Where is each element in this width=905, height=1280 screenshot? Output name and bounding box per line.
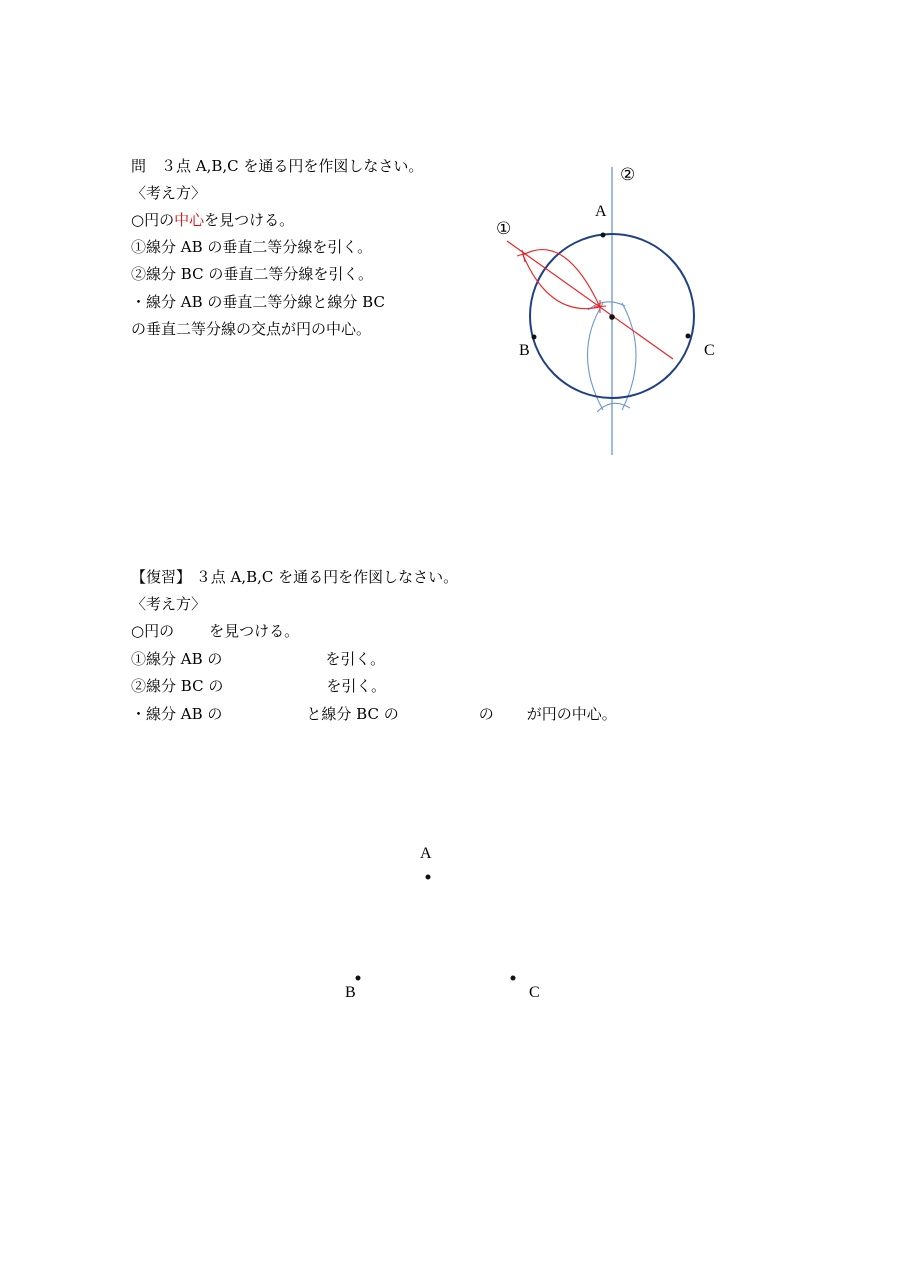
review-line4-a: ・線分 AB の [131, 705, 223, 723]
review-line-3 [131, 677, 386, 695]
review-line3-b: を引く。 [326, 677, 387, 695]
problem-line-3: ②線分 BC の垂直二等分線を引く。 [131, 265, 374, 283]
review-line4-c: の [478, 705, 494, 723]
problem-line-2: ①線分 AB の垂直二等分線を引く。 [131, 238, 373, 256]
review-line3-a: ②線分 BC の [131, 677, 224, 695]
review-line1-a: ○円の [131, 622, 175, 640]
review-label-c: C [529, 984, 540, 1001]
bisector-ab-arc-lower [523, 255, 600, 309]
line1-prefix: ○円の [131, 211, 175, 229]
review-thinking-heading: 〈考え方〉 [131, 595, 207, 613]
review-line4-d: が円の中心。 [526, 705, 617, 723]
point-c [686, 334, 691, 339]
label-a: A [595, 203, 607, 220]
review-line-2 [131, 650, 385, 668]
review-line-4 [131, 705, 617, 723]
review-point-b [356, 976, 361, 981]
problem-line-4: ・線分 AB の垂直二等分線と線分 BC [131, 293, 385, 311]
problem-line-5: の垂直二等分線の交点が円の中心。 [131, 320, 372, 338]
center-highlight: 中心 [174, 211, 205, 229]
review-label-a: A [420, 845, 432, 862]
problem-title: 問 ３点 A,B,C を通る円を作図しなさい。 [131, 157, 424, 175]
review-line2-a: ①線分 AB の [131, 650, 223, 668]
problem-thinking-heading: 〈考え方〉 [131, 184, 207, 202]
bisector-bc-arc-right [622, 303, 636, 410]
line1-suffix: を見つける。 [204, 211, 295, 229]
review-line2-b: を引く。 [325, 650, 386, 668]
point-a [601, 233, 606, 238]
label-c: C [704, 342, 715, 359]
review-line-1 [131, 622, 299, 640]
review-line4-b: と線分 BC の [306, 705, 399, 723]
review-point-c [511, 976, 516, 981]
marker-2: ② [620, 165, 636, 184]
review-point-a [426, 875, 431, 880]
review-label-b: B [345, 984, 356, 1001]
marker-1: ① [496, 219, 512, 238]
point-b [532, 335, 537, 340]
review-title: 【復習】 ３点 A,B,C を通る円を作図しなさい。 [131, 568, 459, 586]
label-b: B [519, 342, 530, 359]
review-line1-b: を見つける。 [209, 622, 300, 640]
center-point [609, 314, 615, 320]
